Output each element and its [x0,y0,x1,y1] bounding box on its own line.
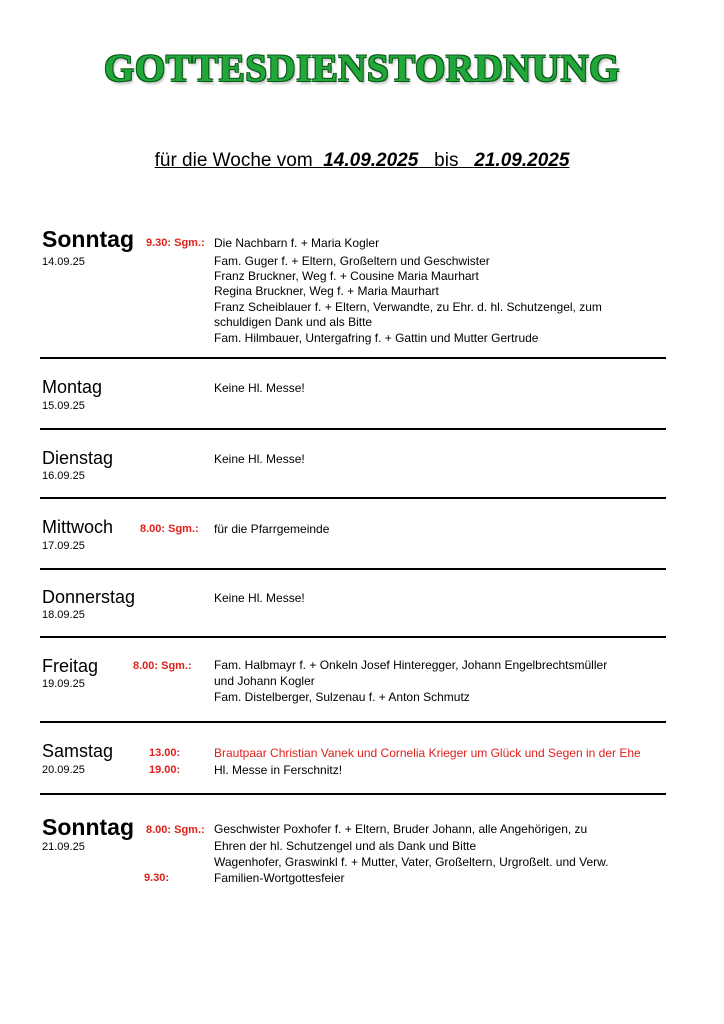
mass-time: 9.30: [144,872,170,884]
intention-entry: schuldigen Dank und als Bitte [214,315,373,329]
day-separator [40,636,666,638]
day-name-freitag: Freitag [42,656,99,676]
day-date: 15.09.25 [42,400,85,412]
intention-entry: Brautpaar Christian Vanek und Cornelia Krieger um Glück und Segen in der Ehe [214,746,641,760]
to-date: 21.09.2025 [474,150,570,171]
mass-time: 8.00: Sgm.: [146,824,205,836]
mass-time: 8.00: Sgm.: [133,660,192,672]
day-separator [40,568,666,570]
intention-entry: Fam. Hilmbauer, Untergafring f. + Gattin und Mutter Gertrude [214,331,539,345]
day-separator [40,357,666,359]
day-date: 19.09.25 [42,678,85,690]
intention-entry: Regina Bruckner, Weg f. + Maria Maurhart [214,284,439,298]
day-name-sonntag: Sonntag [42,226,134,252]
intention-entry: Keine Hl. Messe! [214,381,305,395]
intention-entry: Franz Scheiblauer f. + Eltern, Verwandte, zu Ehr. d. hl. Schutzengel, zum [214,300,602,314]
intention-entry: für die Pfarrgemeinde [214,522,330,536]
intention-entry: Fam. Halbmayr f. + Onkeln Josef Hinteregger, Johann Engelbrechtsmüller [214,658,608,672]
from-date: 14.09.2025 [323,150,419,171]
day-separator [40,497,666,499]
day-date: 20.09.25 [42,764,85,776]
mass-time: 8.00: Sgm.: [140,523,199,535]
day-date: 16.09.25 [42,470,85,482]
mass-time: 19.00: [149,764,181,776]
day-separator [40,428,666,430]
day-separator [40,793,666,795]
day-name-samstag: Samstag [42,741,114,761]
subtitle-bis: bis [434,150,459,171]
day-name-mittwoch: Mittwoch [42,517,114,537]
intention-entry: Geschwister Poxhofer f. + Eltern, Bruder Johann, alle Angehörigen, zu [214,822,588,836]
intention-entry: Ehren der hl. Schutzengel und als Dank und Bitte [214,839,477,853]
intention-entry: Fam. Distelberger, Sulzenau f. + Anton Schmutz [214,690,470,704]
intention-entry: Familien-Wortgottesfeier [214,871,345,885]
intention-entry: Wagenhofer, Graswinkl f. + Mutter, Vater, Großeltern, Urgroßelt. und Verw. [214,855,609,869]
day-name-dienstag: Dienstag [42,448,114,468]
intention-entry: Keine Hl. Messe! [214,452,305,466]
intention-entry: Hl. Messe in Ferschnitz! [214,763,343,777]
day-name-sonntag: Sonntag [42,814,134,840]
day-date: 14.09.25 [42,256,85,268]
subtitle-prefix: für die Woche vom [154,150,313,171]
day-date: 17.09.25 [42,540,85,552]
day-name-donnerstag: Donnerstag [42,587,136,607]
day-separator [40,721,666,723]
intention-entry: Franz Bruckner, Weg f. + Cousine Maria Maurhart [214,269,479,283]
page-title: GOTTESDIENSTORDNUNG [104,47,620,90]
intention-entry: und Johann Kogler [214,674,315,688]
day-date: 21.09.25 [42,841,85,853]
intention-entry: Fam. Guger f. + Eltern, Großeltern und Geschwister [214,254,490,268]
intention-entry: Die Nachbarn f. + Maria Kogler [214,236,380,250]
mass-time: 9.30: Sgm.: [146,237,205,249]
intention-entry: Keine Hl. Messe! [214,591,305,605]
mass-time: 13.00: [149,747,181,759]
week-subtitle [0,150,724,172]
day-name-montag: Montag [42,377,103,397]
day-date: 18.09.25 [42,609,85,621]
